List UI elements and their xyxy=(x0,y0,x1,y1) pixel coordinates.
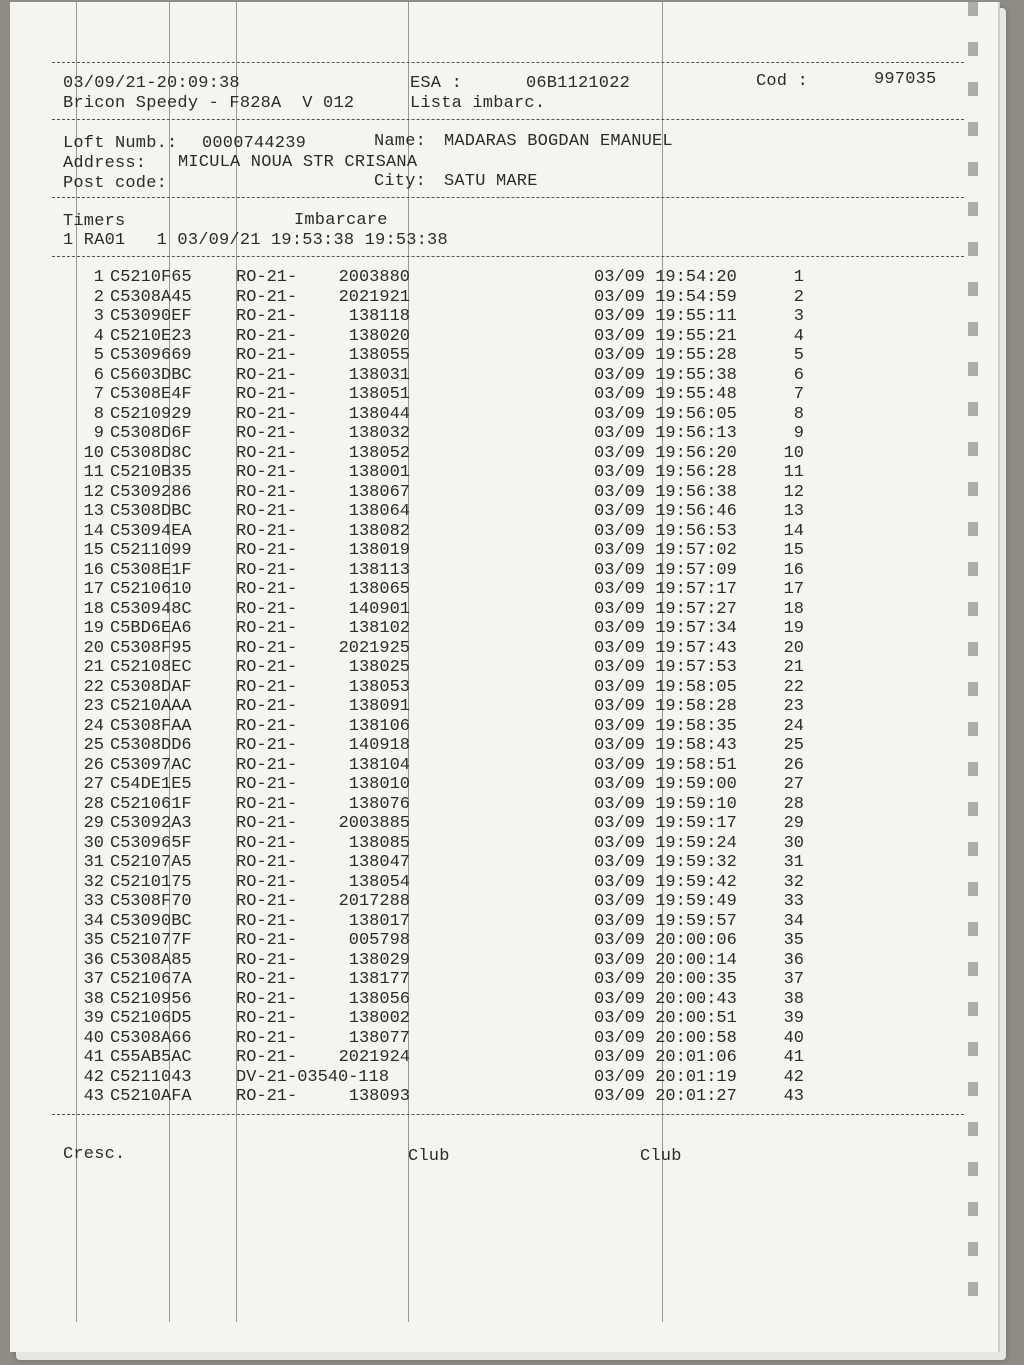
position: 24 xyxy=(783,716,804,736)
ring-prefix: RO-21- xyxy=(236,853,298,872)
row-number: 34 xyxy=(83,911,104,931)
name-value: MADARAS BOGDAN EMANUEL xyxy=(444,132,673,151)
ring-number: 138031 xyxy=(348,365,410,385)
ring-prefix: RO-21- xyxy=(236,833,298,853)
ring-code: C5308DBC xyxy=(110,502,192,521)
arrival-datetime: 03/09 19:56:46 xyxy=(594,502,737,521)
divider xyxy=(52,1114,964,1115)
ring-prefix: RO-21- xyxy=(236,385,298,404)
ring-number: 138053 xyxy=(348,677,410,697)
ring-number: 138076 xyxy=(348,794,410,814)
row-number: 10 xyxy=(83,443,104,463)
ring-number: 138177 xyxy=(348,970,410,989)
ring-prefix: RO-21- xyxy=(236,443,298,463)
ring-prefix: RO-21- xyxy=(236,560,298,580)
ring-prefix: RO-21- xyxy=(236,638,298,658)
divider xyxy=(52,256,964,257)
ring-number: 138091 xyxy=(348,697,410,716)
imbarcare-label: Imbarcare xyxy=(294,211,388,230)
row-number: 2 xyxy=(93,287,104,307)
row-number: 35 xyxy=(83,931,104,950)
ring-code: C5211099 xyxy=(110,541,192,560)
position: 34 xyxy=(783,911,804,931)
ring-prefix: RO-21- xyxy=(236,716,298,736)
position: 11 xyxy=(783,463,804,482)
ring-prefix: RO-21- xyxy=(236,482,298,502)
ring-number: 138082 xyxy=(348,521,410,541)
arrival-datetime: 03/09 20:01:19 xyxy=(594,1067,737,1087)
ring-code: C5210610 xyxy=(110,580,192,599)
arrival-datetime: 03/09 20:01:27 xyxy=(594,1087,737,1106)
ring-code: C5210AAA xyxy=(110,697,192,716)
row-number: 8 xyxy=(93,404,104,424)
ring-number: 2017288 xyxy=(338,892,410,911)
arrival-datetime: 03/09 19:59:17 xyxy=(594,814,737,833)
ring-prefix: RO-21- xyxy=(236,287,298,307)
ring-prefix: RO-21- xyxy=(236,365,298,385)
position: 43 xyxy=(783,1087,804,1106)
arrival-datetime: 03/09 20:00:35 xyxy=(594,970,737,989)
ring-number: 138055 xyxy=(348,346,410,365)
position: 13 xyxy=(783,502,804,521)
divider xyxy=(52,197,964,198)
arrival-datetime: 03/09 19:59:42 xyxy=(594,872,737,892)
ring-number: 138077 xyxy=(348,1028,410,1048)
position: 42 xyxy=(783,1067,804,1087)
city-value: SATU MARE xyxy=(444,172,538,191)
position: 29 xyxy=(783,814,804,833)
cod-value: 997035 xyxy=(874,70,937,89)
row-number: 39 xyxy=(83,1009,104,1028)
address-label: Address: xyxy=(63,154,147,173)
ring-code: C5210E23 xyxy=(110,326,192,346)
ring-number: 138010 xyxy=(348,775,410,794)
ring-prefix: RO-21- xyxy=(236,755,298,775)
ring-prefix: RO-21- xyxy=(236,1048,298,1067)
row-number: 25 xyxy=(83,736,104,755)
device-info: Bricon Speedy - F828A V 012 xyxy=(63,94,355,113)
ring-prefix: RO-21- xyxy=(236,892,298,911)
arrival-datetime: 03/09 19:59:10 xyxy=(594,794,737,814)
ring-number: 138019 xyxy=(348,541,410,560)
position: 31 xyxy=(783,853,804,872)
row-number: 19 xyxy=(83,619,104,638)
ring-code: C53094EA xyxy=(110,521,192,541)
ring-number: 138051 xyxy=(348,385,410,404)
ring-code: C5210AFA xyxy=(110,1087,192,1106)
row-number: 33 xyxy=(83,892,104,911)
ring-code: C5211043 xyxy=(110,1067,192,1087)
timers-label: Timers xyxy=(63,212,126,231)
ring-code: C530948C xyxy=(110,599,192,619)
ring-code: C5309286 xyxy=(110,482,192,502)
ring-prefix: RO-21- xyxy=(236,794,298,814)
row-number: 3 xyxy=(93,307,104,326)
row-number: 14 xyxy=(83,521,104,541)
row-number: 23 xyxy=(83,697,104,716)
position: 27 xyxy=(783,775,804,794)
ring-prefix: RO-21- xyxy=(236,814,298,833)
ring-prefix: RO-21- xyxy=(236,1087,298,1106)
ring-code: C53090EF xyxy=(110,307,192,326)
row-number: 22 xyxy=(83,677,104,697)
ring-prefix: RO-21- xyxy=(236,1009,298,1028)
row-number: 31 xyxy=(83,853,104,872)
ring-code: C55AB5AC xyxy=(110,1048,192,1067)
ring-code: C52106D5 xyxy=(110,1009,192,1028)
ring-code: C5308A66 xyxy=(110,1028,192,1048)
arrival-datetime: 03/09 19:57:27 xyxy=(594,599,737,619)
ring-number: 138106 xyxy=(348,716,410,736)
ring-code: C521067A xyxy=(110,970,192,989)
row-number: 15 xyxy=(83,541,104,560)
ring-code: C5210175 xyxy=(110,872,192,892)
club-label-1: Club xyxy=(408,1147,450,1166)
row-number: 42 xyxy=(83,1067,104,1087)
ring-number: 138118 xyxy=(348,307,410,326)
arrival-datetime: 03/09 20:00:43 xyxy=(594,989,737,1009)
ring-code: C54DE1E5 xyxy=(110,775,192,794)
arrival-datetime: 03/09 19:56:53 xyxy=(594,521,737,541)
position: 15 xyxy=(783,541,804,560)
esa-value: 06B1121022 xyxy=(526,74,631,93)
row-number: 38 xyxy=(83,989,104,1009)
ring-number: 2021921 xyxy=(338,287,410,307)
arrival-datetime: 03/09 19:56:05 xyxy=(594,404,737,424)
arrival-datetime: 03/09 19:58:28 xyxy=(594,697,737,716)
ring-prefix: RO-21- xyxy=(236,326,298,346)
ring-prefix: RO-21- xyxy=(236,950,298,970)
row-number: 5 xyxy=(93,346,104,365)
divider xyxy=(52,62,964,63)
ring-number: 138056 xyxy=(348,989,410,1009)
ring-number: 138032 xyxy=(348,424,410,443)
loft-label: Loft Numb.: xyxy=(63,134,178,153)
ring-code: C5308A85 xyxy=(110,950,192,970)
position: 36 xyxy=(783,950,804,970)
ring-number: 2003880 xyxy=(338,268,410,287)
arrival-datetime: 03/09 20:00:58 xyxy=(594,1028,737,1048)
position: 33 xyxy=(783,892,804,911)
ring-code: C5309669 xyxy=(110,346,192,365)
postcode-label: Post code: xyxy=(63,174,168,193)
row-number: 20 xyxy=(83,638,104,658)
arrival-datetime: 03/09 19:59:24 xyxy=(594,833,737,853)
ring-number: 2021924 xyxy=(338,1048,410,1067)
ring-number: 138093 xyxy=(348,1087,410,1106)
position: 5 xyxy=(793,346,804,365)
arrival-datetime: 03/09 19:59:49 xyxy=(594,892,737,911)
row-number: 21 xyxy=(83,658,104,677)
arrival-datetime: 03/09 19:57:17 xyxy=(594,580,737,599)
arrival-datetime: 03/09 19:55:28 xyxy=(594,346,737,365)
row-number: 26 xyxy=(83,755,104,775)
row-number: 12 xyxy=(83,482,104,502)
arrival-datetime: 03/09 19:56:38 xyxy=(594,482,737,502)
ring-code: C5210929 xyxy=(110,404,192,424)
ring-number: 138052 xyxy=(348,443,410,463)
ring-number: 2003885 xyxy=(338,814,410,833)
position: 19 xyxy=(783,619,804,638)
ring-number: 138001 xyxy=(348,463,410,482)
row-number: 41 xyxy=(83,1048,104,1067)
ring-prefix: RO-21- xyxy=(236,658,298,677)
city-label: City: xyxy=(374,172,427,191)
ring-number: 138054 xyxy=(348,872,410,892)
row-number: 29 xyxy=(83,814,104,833)
ring-number: 2021925 xyxy=(338,638,410,658)
ring-code: C5210956 xyxy=(110,989,192,1009)
ring-code: C5308D6F xyxy=(110,424,192,443)
ring-code: C5308E4F xyxy=(110,385,192,404)
ring-prefix: RO-21- xyxy=(236,424,298,443)
position: 17 xyxy=(783,580,804,599)
ring-number: 138002 xyxy=(348,1009,410,1028)
position: 39 xyxy=(783,1009,804,1028)
ring-code: C521061F xyxy=(110,794,192,814)
ring-number: 138044 xyxy=(348,404,410,424)
ring-code: C5603DBC xyxy=(110,365,192,385)
ring-code: C5308DD6 xyxy=(110,736,192,755)
ring-prefix: RO-21- xyxy=(236,346,298,365)
ring-prefix: RO-21- xyxy=(236,502,298,521)
arrival-datetime: 03/09 19:55:38 xyxy=(594,365,737,385)
ring-prefix: RO-21- xyxy=(236,775,298,794)
row-number: 24 xyxy=(83,716,104,736)
ring-prefix: RO-21- xyxy=(236,911,298,931)
row-number: 28 xyxy=(83,794,104,814)
position: 18 xyxy=(783,599,804,619)
cod-label: Cod : xyxy=(756,72,809,91)
position: 22 xyxy=(783,677,804,697)
name-label: Name: xyxy=(374,132,427,151)
position: 21 xyxy=(783,658,804,677)
arrival-datetime: 03/09 19:57:09 xyxy=(594,560,737,580)
ring-prefix: RO-21- xyxy=(236,931,298,950)
arrival-datetime: 03/09 19:56:13 xyxy=(594,424,737,443)
ring-prefix: RO-21- xyxy=(236,580,298,599)
arrival-datetime: 03/09 20:00:06 xyxy=(594,931,737,950)
arrival-datetime: 03/09 20:00:14 xyxy=(594,950,737,970)
ring-prefix: RO-21- xyxy=(236,677,298,697)
arrival-datetime: 03/09 19:57:02 xyxy=(594,541,737,560)
position: 35 xyxy=(783,931,804,950)
ring-prefix: RO-21- xyxy=(236,463,298,482)
row-number: 36 xyxy=(83,950,104,970)
position: 7 xyxy=(793,385,804,404)
ring-code: C52108EC xyxy=(110,658,192,677)
row-number: 4 xyxy=(93,326,104,346)
ring-code: C5210F65 xyxy=(110,268,192,287)
ring-code: C530965F xyxy=(110,833,192,853)
ring-prefix: RO-21- xyxy=(236,521,298,541)
position: 25 xyxy=(783,736,804,755)
ring-number: 138017 xyxy=(348,911,410,931)
address-value: MICULA NOUA STR CRISANA xyxy=(178,153,418,172)
arrival-datetime: 03/09 19:57:34 xyxy=(594,619,737,638)
ring-code: C5308FAA xyxy=(110,716,192,736)
arrival-datetime: 03/09 19:57:53 xyxy=(594,658,737,677)
ring-code: C53090BC xyxy=(110,911,192,931)
ring-prefix: RO-21- xyxy=(236,268,298,287)
ring-number: 138065 xyxy=(348,580,410,599)
ring-number: 138085 xyxy=(348,833,410,853)
arrival-datetime: 03/09 19:55:11 xyxy=(594,307,737,326)
printer-edge-marks xyxy=(968,2,978,1322)
ring-code: C52107A5 xyxy=(110,853,192,872)
cresc-label: Cresc. xyxy=(63,1145,126,1164)
ring-number: 138104 xyxy=(348,755,410,775)
ring-code: C5308D8C xyxy=(110,443,192,463)
club-label-2: Club xyxy=(640,1147,682,1166)
row-number: 1 xyxy=(93,268,104,287)
ring-number: 138113 xyxy=(348,560,410,580)
arrival-datetime: 03/09 19:58:05 xyxy=(594,677,737,697)
ring-prefix: RO-21- xyxy=(236,1028,298,1048)
ring-code: C5308F95 xyxy=(110,638,192,658)
ring-prefix: RO-21- xyxy=(236,989,298,1009)
ring-prefix: RO-21- xyxy=(236,404,298,424)
position: 23 xyxy=(783,697,804,716)
row-number: 13 xyxy=(83,502,104,521)
ring-prefix: RO-21- xyxy=(236,541,298,560)
arrival-datetime: 03/09 19:55:21 xyxy=(594,326,737,346)
arrival-datetime: 03/09 19:54:20 xyxy=(594,268,737,287)
position: 10 xyxy=(783,443,804,463)
ring-prefix: RO-21- xyxy=(236,697,298,716)
arrival-datetime: 03/09 19:58:43 xyxy=(594,736,737,755)
ring-code: C53097AC xyxy=(110,755,192,775)
row-number: 40 xyxy=(83,1028,104,1048)
arrival-datetime: 03/09 19:58:51 xyxy=(594,755,737,775)
position: 16 xyxy=(783,560,804,580)
position: 9 xyxy=(793,424,804,443)
position: 1 xyxy=(793,268,804,287)
esa-label: ESA : xyxy=(410,74,463,93)
position: 32 xyxy=(783,872,804,892)
arrival-datetime: 03/09 19:54:59 xyxy=(594,287,737,307)
ring-number: 140918 xyxy=(348,736,410,755)
arrival-datetime: 03/09 19:56:20 xyxy=(594,443,737,463)
loft-value: 0000744239 xyxy=(202,134,307,153)
row-number: 27 xyxy=(83,775,104,794)
ring-code: C5308DAF xyxy=(110,677,192,697)
ring-code: C5BD6EA6 xyxy=(110,619,192,638)
arrival-datetime: 03/09 19:59:32 xyxy=(594,853,737,872)
print-datetime: 03/09/21-20:09:38 xyxy=(63,74,240,93)
arrival-datetime: 03/09 19:59:00 xyxy=(594,775,737,794)
ring-number: 138029 xyxy=(348,950,410,970)
row-number: 32 xyxy=(83,872,104,892)
row-number: 9 xyxy=(93,424,104,443)
ring-code: C5210B35 xyxy=(110,463,192,482)
timer-line: 1 RA01 1 03/09/21 19:53:38 19:53:38 xyxy=(63,231,448,250)
position: 2 xyxy=(793,287,804,307)
arrival-datetime: 03/09 19:58:35 xyxy=(594,716,737,736)
position: 20 xyxy=(783,638,804,658)
arrival-datetime: 03/09 20:00:51 xyxy=(594,1009,737,1028)
position: 41 xyxy=(783,1048,804,1067)
position: 4 xyxy=(793,326,804,346)
arrival-datetime: 03/09 20:01:06 xyxy=(594,1048,737,1067)
position: 37 xyxy=(783,970,804,989)
arrival-datetime: 03/09 19:55:48 xyxy=(594,385,737,404)
row-number: 18 xyxy=(83,599,104,619)
ring-number: 138025 xyxy=(348,658,410,677)
divider xyxy=(52,119,964,120)
ring-prefix: RO-21- xyxy=(236,872,298,892)
position: 38 xyxy=(783,989,804,1009)
position: 14 xyxy=(783,521,804,541)
ring-prefix: RO-21- xyxy=(236,599,298,619)
ring-number: 138102 xyxy=(348,619,410,638)
position: 28 xyxy=(783,794,804,814)
ring-code: C5308F70 xyxy=(110,892,192,911)
arrival-datetime: 03/09 19:57:43 xyxy=(594,638,737,658)
row-number: 37 xyxy=(83,970,104,989)
row-number: 11 xyxy=(83,463,104,482)
position: 12 xyxy=(783,482,804,502)
ring-code: C521077F xyxy=(110,931,192,950)
ring-code: C53092A3 xyxy=(110,814,192,833)
position: 3 xyxy=(793,307,804,326)
list-title: Lista imbarc. xyxy=(410,94,546,113)
ring-prefix: DV-21-03540-118 xyxy=(236,1067,390,1087)
arrival-datetime: 03/09 19:59:57 xyxy=(594,911,737,931)
row-number: 17 xyxy=(83,580,104,599)
ring-number: 140901 xyxy=(348,599,410,619)
ring-number: 138020 xyxy=(348,326,410,346)
position: 40 xyxy=(783,1028,804,1048)
row-number: 30 xyxy=(83,833,104,853)
ring-prefix: RO-21- xyxy=(236,970,298,989)
row-number: 7 xyxy=(93,385,104,404)
ring-prefix: RO-21- xyxy=(236,307,298,326)
ring-prefix: RO-21- xyxy=(236,736,298,755)
ring-number: 138064 xyxy=(348,502,410,521)
arrival-datetime: 03/09 19:56:28 xyxy=(594,463,737,482)
ring-prefix: RO-21- xyxy=(236,619,298,638)
position: 26 xyxy=(783,755,804,775)
ring-number: 138067 xyxy=(348,482,410,502)
ring-number: 005798 xyxy=(348,931,410,950)
ring-code: C5308E1F xyxy=(110,560,192,580)
row-number: 16 xyxy=(83,560,104,580)
row-number: 6 xyxy=(93,365,104,385)
position: 6 xyxy=(793,365,804,385)
position: 30 xyxy=(783,833,804,853)
ring-code: C5308A45 xyxy=(110,287,192,307)
row-number: 43 xyxy=(83,1087,104,1106)
ring-number: 138047 xyxy=(348,853,410,872)
position: 8 xyxy=(793,404,804,424)
